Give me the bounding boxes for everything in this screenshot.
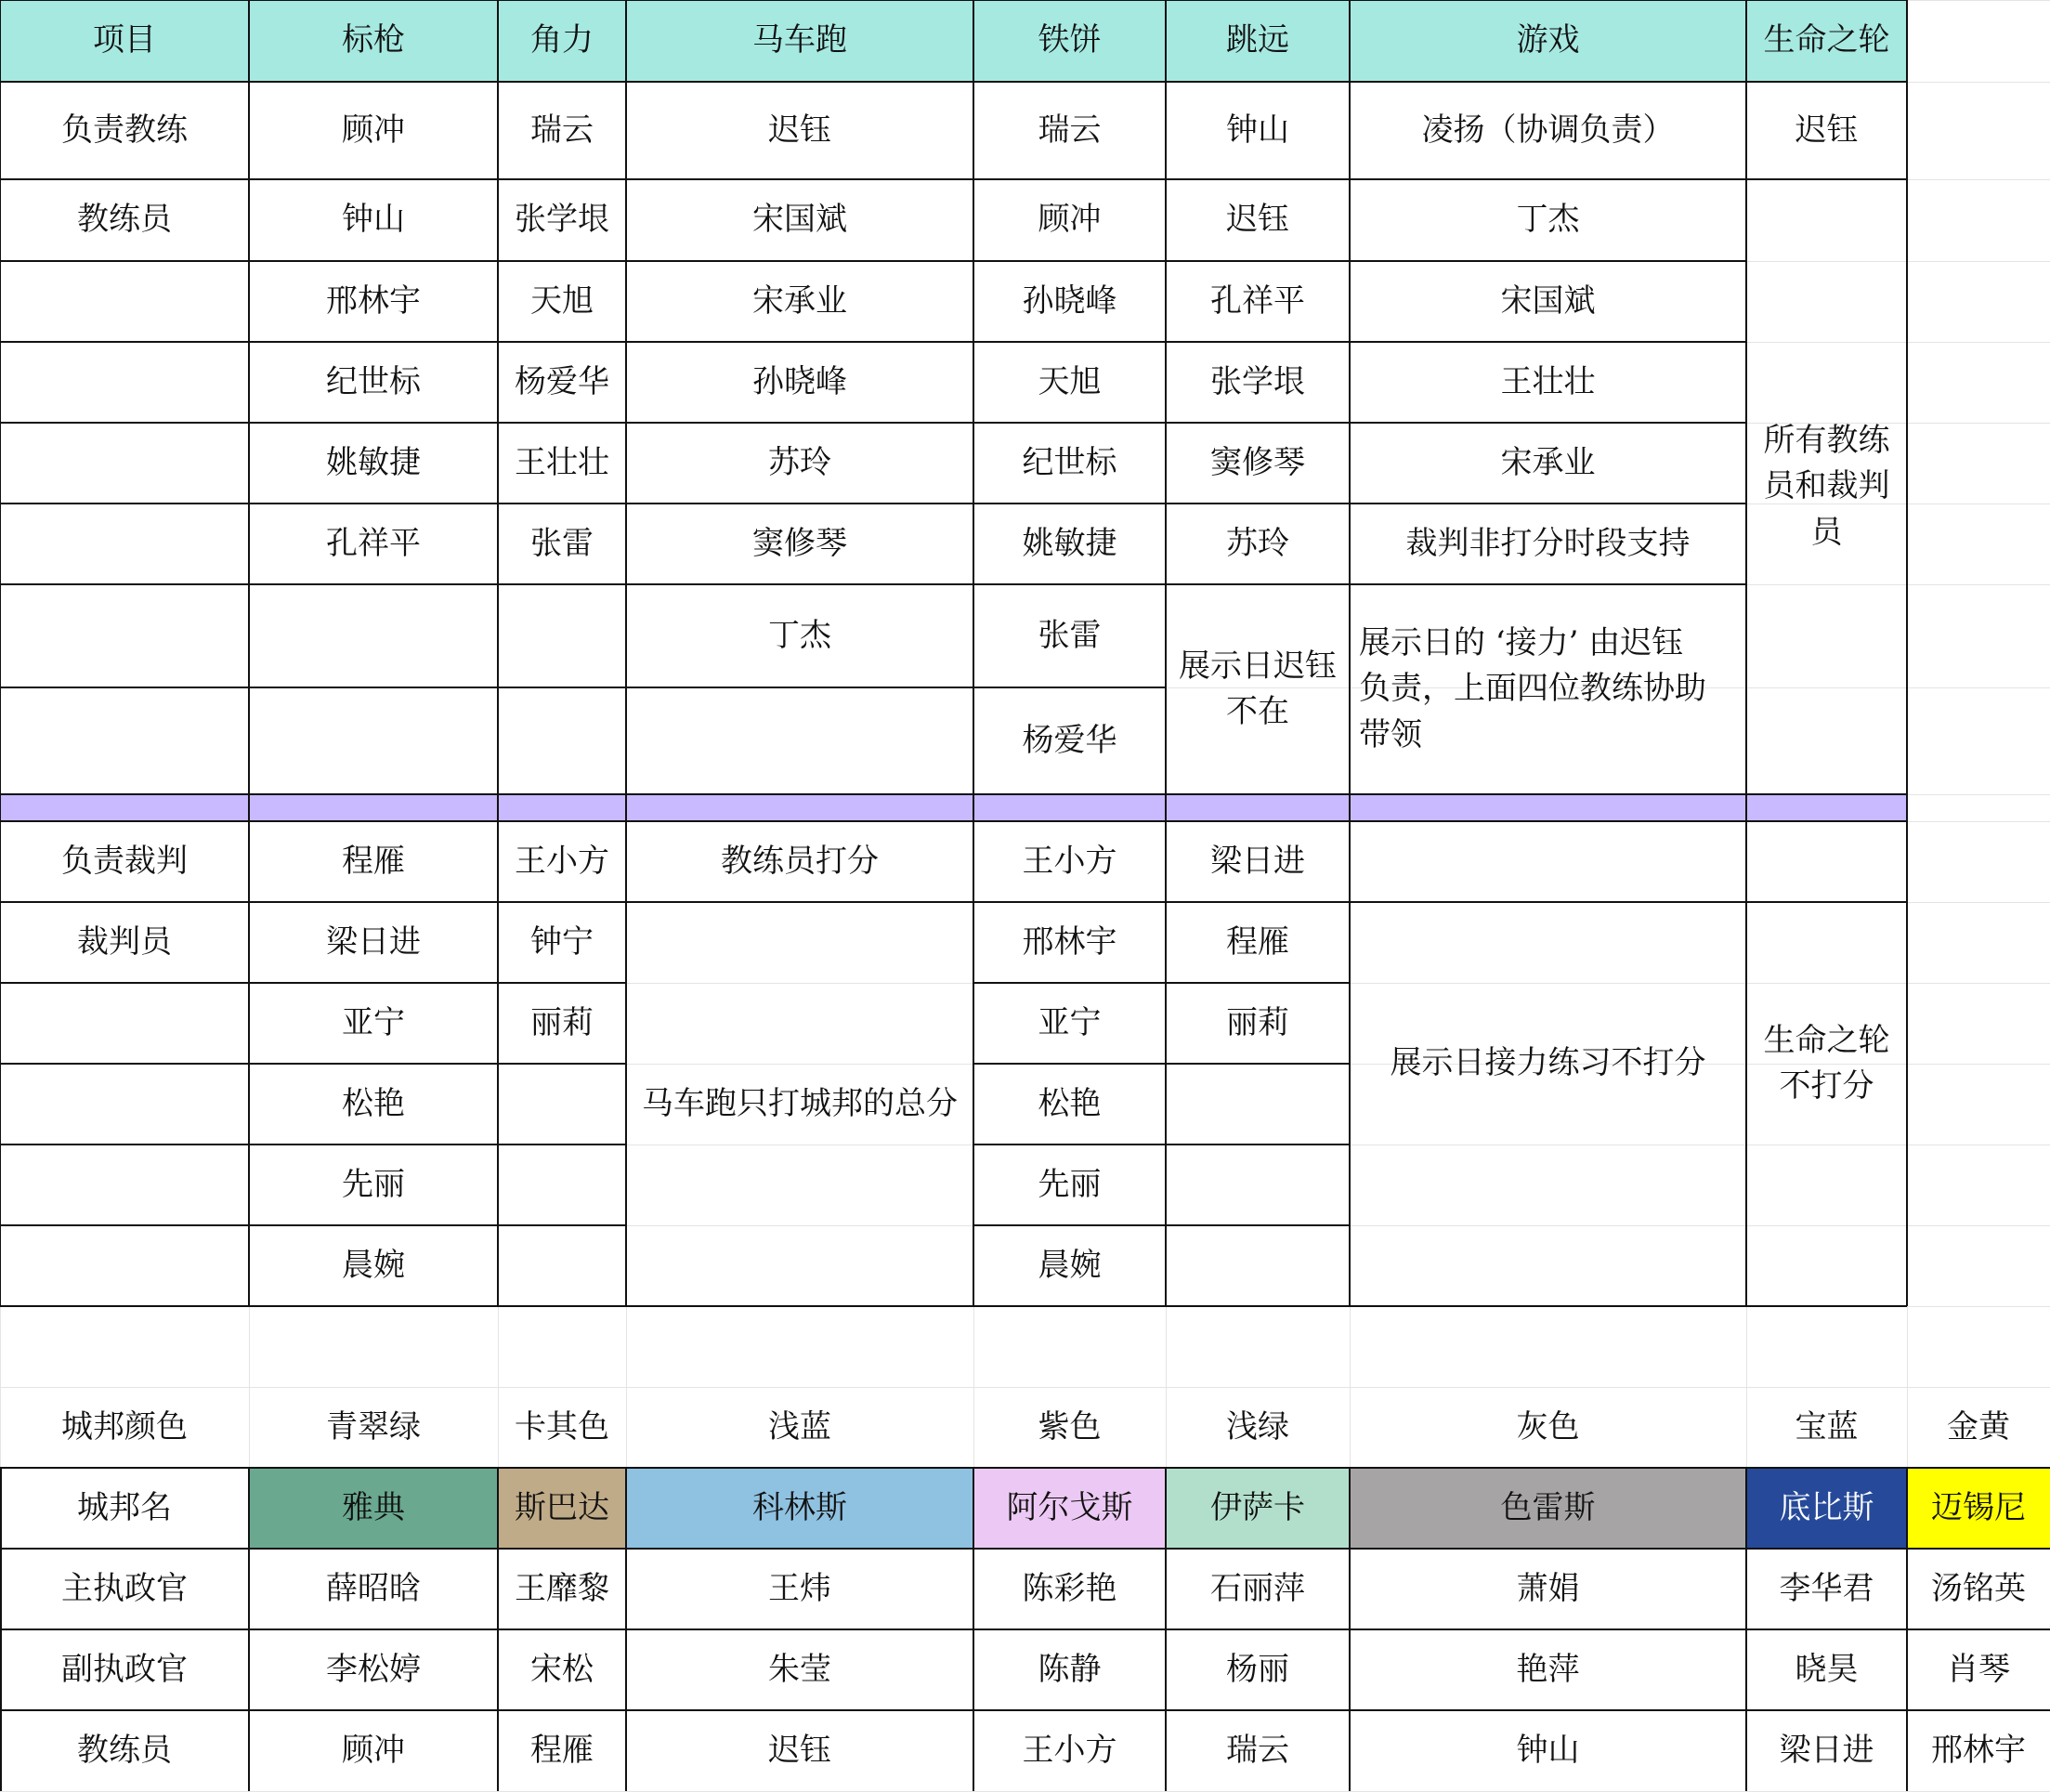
note-cell[interactable]: 展示日迟钰 不在	[1179, 647, 1337, 730]
coach-cell[interactable]: 宋承业	[752, 281, 847, 320]
city-cell[interactable]: 灰色	[1516, 1407, 1580, 1445]
row-label[interactable]: 负责裁判	[61, 842, 188, 880]
border	[0, 1709, 2050, 1711]
coach-cell[interactable]: 钟山	[342, 201, 405, 239]
coach-cell[interactable]: 纪世标	[1022, 443, 1117, 481]
row-label[interactable]: 主执政官	[61, 1569, 188, 1607]
border	[0, 1468, 2, 1791]
city-cell[interactable]: 晓昊	[1795, 1650, 1859, 1688]
city-cell[interactable]: 肖琴	[1947, 1650, 2010, 1688]
border	[0, 1628, 2050, 1630]
city-cell[interactable]: 王小方	[1022, 1731, 1117, 1769]
city-cell[interactable]: 钟山	[1516, 1731, 1580, 1769]
border	[1745, 0, 1747, 1306]
border	[973, 0, 974, 1306]
border	[1165, 0, 1167, 1306]
coach-cell[interactable]: 苏玲	[1226, 524, 1289, 562]
judge-cell[interactable]: 先丽	[1038, 1165, 1102, 1203]
city-cell[interactable]: 汤铭英	[1931, 1569, 2026, 1607]
judge-cell[interactable]: 丽莉	[1226, 1003, 1289, 1041]
border	[0, 178, 1907, 180]
city-cell[interactable]: 迟钰	[768, 1731, 831, 1769]
row-label[interactable]: 城邦颜色	[61, 1407, 188, 1445]
note-cell[interactable]: 生命之轮 不打分	[1763, 1021, 1890, 1105]
header-cell[interactable]: 生命之轮	[1763, 21, 1890, 59]
note-cell[interactable]: 所有教练 员和裁判 员	[1763, 422, 1890, 551]
judge-cell[interactable]: 松艳	[342, 1084, 405, 1122]
coach-cell[interactable]: 张学垠	[515, 201, 609, 239]
coach-cell[interactable]: 顾冲	[1038, 201, 1102, 239]
city-cell[interactable]: 李华君	[1779, 1569, 1874, 1607]
coach-cell[interactable]: 天旭	[1038, 362, 1102, 400]
border	[0, 1063, 626, 1065]
city-cell[interactable]: 陈彩艳	[1022, 1569, 1117, 1607]
border	[0, 341, 1166, 343]
border	[1350, 583, 1746, 585]
city-cell[interactable]: 顾冲	[342, 1731, 405, 1769]
coach-cell[interactable]: 姚敏捷	[1022, 524, 1117, 562]
border	[248, 0, 250, 1306]
city-name-cell[interactable]: 阿尔戈斯	[1006, 1488, 1133, 1526]
head-coach-cell[interactable]: 迟钰	[1795, 111, 1859, 149]
border	[1166, 260, 1350, 262]
head-judge-cell[interactable]: 王小方	[1022, 842, 1117, 880]
border	[497, 0, 499, 1306]
border	[1906, 0, 1908, 1306]
border	[0, 422, 1166, 424]
border	[0, 1548, 2050, 1550]
border	[1166, 503, 1350, 504]
border	[0, 260, 1166, 262]
head-coach-cell[interactable]: 瑞云	[1038, 111, 1102, 149]
row-label[interactable]: 副执政官	[61, 1650, 188, 1688]
city-cell[interactable]: 梁日进	[1779, 1731, 1874, 1769]
judge-cell[interactable]: 先丽	[342, 1165, 405, 1203]
head-judge-cell[interactable]: 程雁	[342, 842, 405, 880]
coach-cell[interactable]: 宋国斌	[1500, 281, 1596, 320]
border	[0, 1144, 626, 1145]
head-judge-cell[interactable]: 王小方	[515, 842, 609, 880]
border	[0, 81, 1907, 83]
coach-cell[interactable]: 张学垠	[1210, 362, 1305, 400]
border	[0, 982, 626, 984]
coach-cell[interactable]: 邢林宇	[326, 281, 421, 320]
coach-cell[interactable]: 丁杰	[768, 616, 831, 654]
border	[973, 1224, 1350, 1226]
row-label[interactable]: 教练员	[77, 201, 172, 239]
border	[1350, 341, 1746, 343]
header-cell[interactable]: 跳远	[1226, 21, 1289, 59]
coach-cell[interactable]: 王壮壮	[1500, 362, 1596, 400]
judge-cell[interactable]: 梁日进	[326, 922, 421, 961]
city-cell[interactable]: 青翠绿	[326, 1407, 421, 1445]
coach-cell[interactable]: 张雷	[1038, 616, 1102, 654]
border	[973, 1468, 974, 1791]
head-coach-cell[interactable]: 顾冲	[342, 111, 405, 149]
row-label[interactable]: 裁判员	[77, 922, 172, 961]
header-cell[interactable]: 马车跑	[752, 21, 847, 59]
city-cell[interactable]: 薛昭晗	[326, 1569, 421, 1607]
border	[1350, 503, 1746, 504]
border	[1165, 1468, 1167, 1791]
head-coach-cell[interactable]: 钟山	[1226, 111, 1289, 149]
coach-cell[interactable]: 宋国斌	[752, 201, 847, 239]
row-label[interactable]: 负责教练	[61, 111, 188, 149]
coach-cell[interactable]: 天旭	[530, 281, 594, 320]
judge-cell[interactable]: 钟宁	[530, 922, 594, 961]
border	[0, 503, 1166, 504]
city-cell[interactable]: 王靡黎	[515, 1569, 609, 1607]
city-name-cell[interactable]: 色雷斯	[1500, 1488, 1596, 1526]
coach-cell[interactable]: 裁判非打分时段支持	[1405, 524, 1691, 562]
border	[1906, 1468, 1908, 1791]
note-cell[interactable]: 展示日的 ‘接力’ 由迟钰 负责，上面四位教练协助 带领	[1359, 624, 1706, 753]
border	[1349, 1468, 1351, 1791]
coach-cell[interactable]: 孔祥平	[326, 524, 421, 562]
border	[0, 901, 1907, 903]
coach-cell[interactable]: 杨爱华	[1022, 721, 1117, 759]
city-name-cell[interactable]: 雅典	[342, 1488, 405, 1526]
border	[497, 1468, 499, 1791]
border	[973, 1063, 1350, 1065]
border	[0, 793, 1907, 795]
city-cell[interactable]: 杨丽	[1226, 1650, 1289, 1688]
head-coach-cell[interactable]: 瑞云	[530, 111, 594, 149]
coach-cell[interactable]: 迟钰	[1226, 201, 1289, 239]
coach-cell[interactable]: 张雷	[530, 524, 594, 562]
border	[0, 1467, 2050, 1469]
row-label[interactable]: 城邦名	[77, 1488, 172, 1526]
city-cell[interactable]: 李松婷	[326, 1650, 421, 1688]
border	[0, 0, 1, 1306]
city-name-cell[interactable]: 底比斯	[1779, 1488, 1874, 1526]
coach-cell[interactable]: 宋承业	[1500, 443, 1596, 481]
coach-cell[interactable]: 孙晓峰	[752, 362, 847, 400]
city-cell[interactable]: 邢林宇	[1931, 1731, 2026, 1769]
coach-cell[interactable]: 杨爱华	[515, 362, 609, 400]
judge-cell[interactable]: 亚宁	[342, 1003, 405, 1041]
border	[1349, 0, 1351, 1306]
city-cell[interactable]: 石丽萍	[1210, 1569, 1305, 1607]
border	[0, 820, 1907, 822]
city-cell[interactable]: 朱莹	[768, 1650, 831, 1688]
city-cell[interactable]: 宋松	[530, 1650, 594, 1688]
header-cell[interactable]: 铁饼	[1038, 21, 1102, 59]
coach-cell[interactable]: 苏玲	[768, 443, 831, 481]
header-cell[interactable]: 项目	[93, 21, 156, 59]
city-cell[interactable]: 陈静	[1038, 1650, 1102, 1688]
judge-cell[interactable]: 松艳	[1038, 1084, 1102, 1122]
border	[1745, 1468, 1747, 1791]
city-name-cell[interactable]: 斯巴达	[515, 1488, 609, 1526]
border	[248, 1468, 250, 1791]
city-cell[interactable]: 瑞云	[1226, 1731, 1289, 1769]
border	[0, 0, 1907, 1]
judge-cell[interactable]: 程雁	[1226, 922, 1289, 961]
border	[973, 982, 1350, 984]
city-cell[interactable]: 金黄	[1947, 1407, 2010, 1445]
city-cell[interactable]: 萧娟	[1516, 1569, 1580, 1607]
border	[0, 1305, 1907, 1307]
city-name-cell[interactable]: 迈锡尼	[1931, 1488, 2026, 1526]
coach-cell[interactable]: 窦修琴	[752, 524, 847, 562]
border	[1166, 583, 1350, 585]
head-coach-cell[interactable]: 凌扬（协调负责）	[1421, 111, 1675, 149]
judge-cell[interactable]: 亚宁	[1038, 1003, 1102, 1041]
city-cell[interactable]: 紫色	[1038, 1407, 1102, 1445]
head-judge-cell[interactable]: 梁日进	[1210, 842, 1305, 880]
city-cell[interactable]: 浅蓝	[768, 1407, 831, 1445]
judge-cell[interactable]: 丽莉	[530, 1003, 594, 1041]
header-cell[interactable]: 标枪	[342, 21, 405, 59]
border	[625, 1468, 627, 1791]
judge-cell[interactable]: 晨婉	[1038, 1246, 1102, 1284]
header-cell[interactable]: 游戏	[1516, 21, 1580, 59]
city-name-cell[interactable]: 伊萨卡	[1210, 1488, 1305, 1526]
coach-cell[interactable]: 姚敏捷	[326, 443, 421, 481]
border	[0, 687, 1166, 688]
section-separator	[0, 794, 1907, 821]
city-cell[interactable]: 浅绿	[1226, 1407, 1289, 1445]
border	[1350, 422, 1746, 424]
border	[1350, 260, 1746, 262]
city-cell[interactable]: 卡其色	[515, 1407, 609, 1445]
border	[973, 1144, 1350, 1145]
city-cell[interactable]: 艳萍	[1516, 1650, 1580, 1688]
border	[1166, 341, 1350, 343]
judge-cell[interactable]: 邢林宇	[1022, 922, 1117, 961]
border	[1166, 422, 1350, 424]
border	[0, 583, 1166, 585]
city-cell[interactable]: 宝蓝	[1795, 1407, 1859, 1445]
note-cell[interactable]: 展示日接力练习不打分	[1390, 1044, 1706, 1082]
head-judge-cell[interactable]: 教练员打分	[721, 842, 879, 880]
border	[625, 0, 627, 1306]
coach-cell[interactable]: 丁杰	[1516, 201, 1580, 239]
city-cell[interactable]: 程雁	[530, 1731, 594, 1769]
note-cell[interactable]: 马车跑只打城邦的总分	[642, 1084, 958, 1122]
judge-cell[interactable]: 晨婉	[342, 1246, 405, 1284]
city-name-cell[interactable]: 科林斯	[752, 1488, 847, 1526]
row-label[interactable]: 教练员	[77, 1731, 172, 1769]
coach-cell[interactable]: 纪世标	[326, 362, 421, 400]
coach-cell[interactable]: 王壮壮	[515, 443, 609, 481]
coach-cell[interactable]: 孙晓峰	[1022, 281, 1117, 320]
coach-cell[interactable]: 孔祥平	[1210, 281, 1305, 320]
city-cell[interactable]: 王炜	[768, 1569, 831, 1607]
border	[0, 1224, 626, 1226]
coach-cell[interactable]: 窦修琴	[1210, 443, 1305, 481]
header-cell[interactable]: 角力	[530, 21, 594, 59]
head-coach-cell[interactable]: 迟钰	[768, 111, 831, 149]
